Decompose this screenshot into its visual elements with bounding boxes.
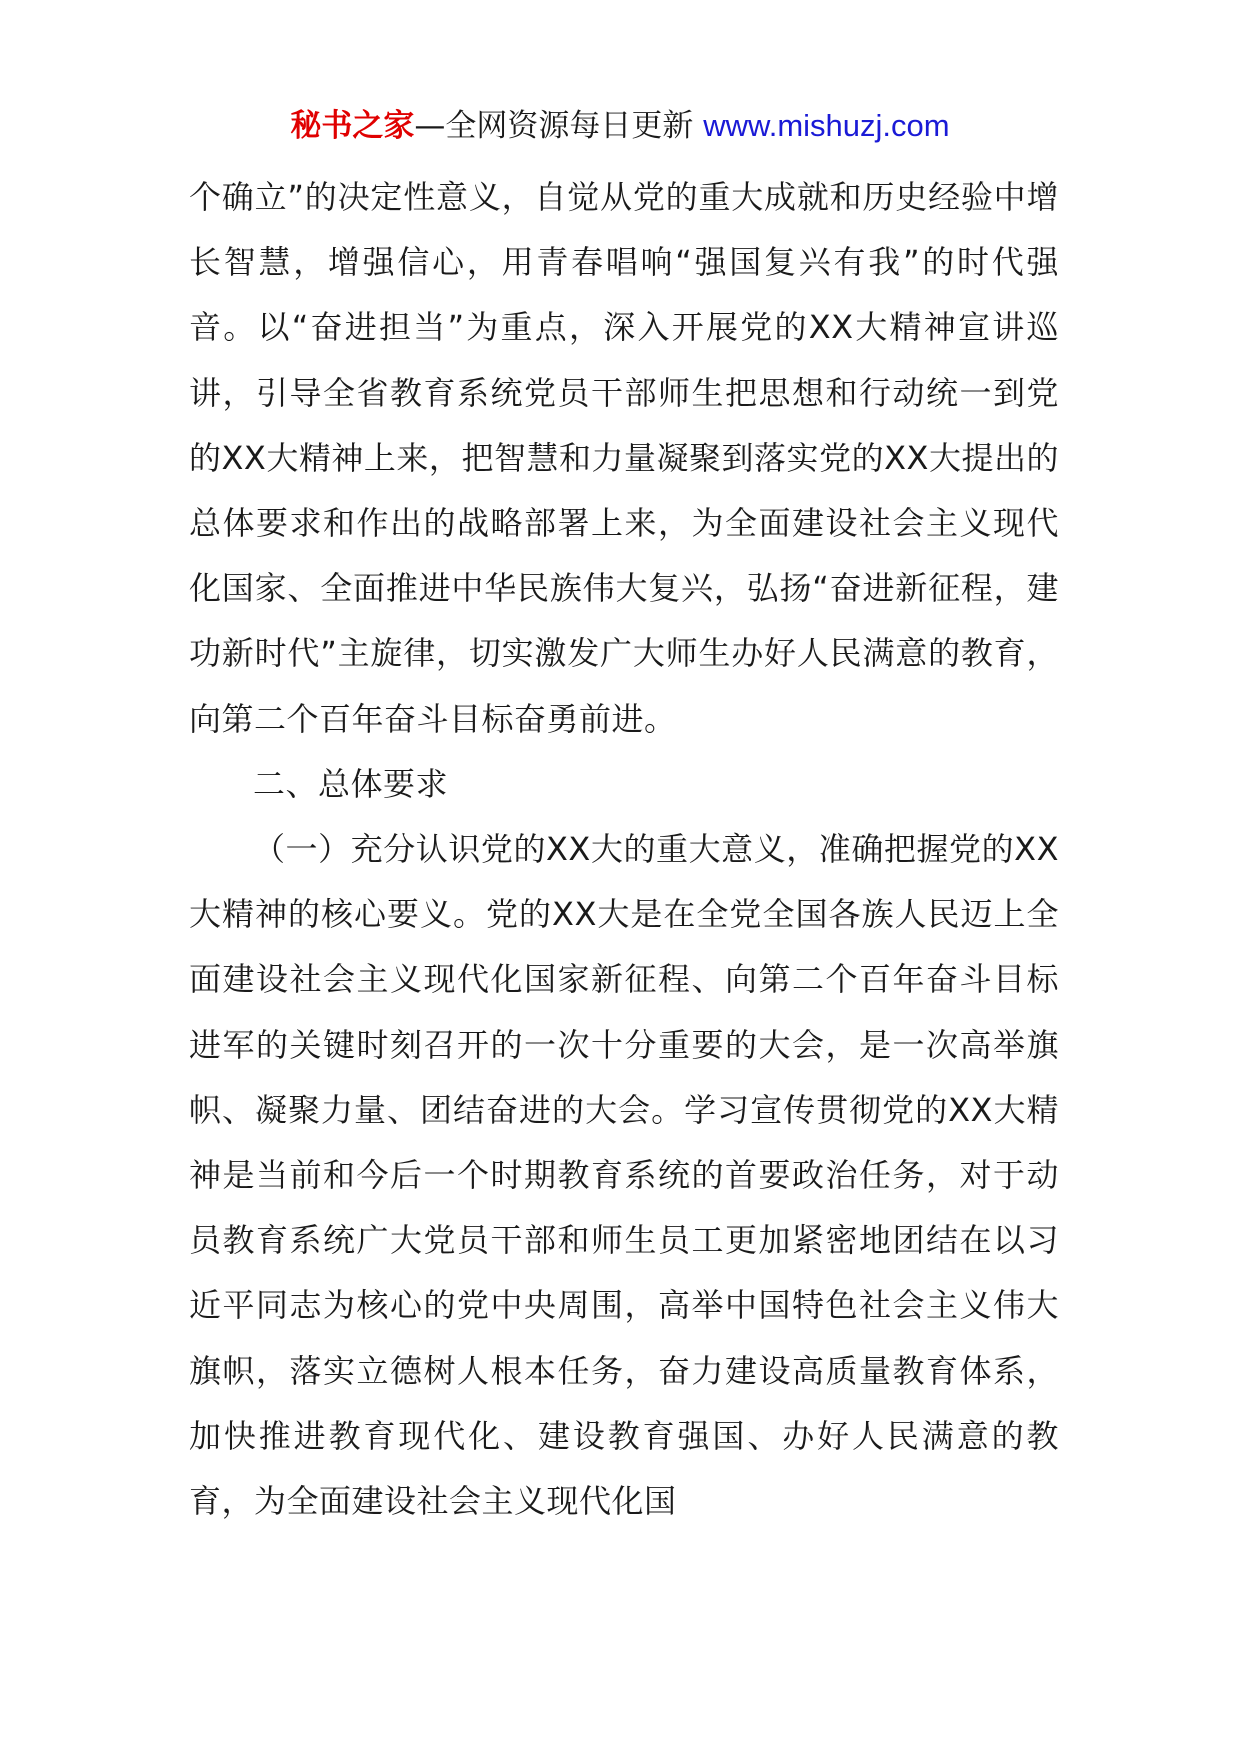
watermark-header: [0, 104, 1240, 148]
header-url-link[interactable]: www.mishuzj.com: [703, 108, 950, 143]
paragraph-item-one: （一）充分认识党的XX大的重大意义，准确把握党的XX大精神的核心要义。党的XX大是在全党全国各族人民迈上全面建设社会主义现代化国家新征程、向第二个百年奋斗目标进军的关键时刻召开的一次十分重要的大会，是一次高举旗帜、凝聚力量、团结奋进的大会。学习宣传贯彻党的XX大精神是当前和今后一个时期教育系统的首要政治任务，对于动员教育系统广大党员干部和师生员工更加紧密地团结在以习近平同志为核心的党中央周围，高举中国特色社会主义伟大旗帜，落实立德树人根本任务，奋力建设高质量教育体系，加快推进教育现代化、建设教育强国、办好人民满意的教育，为全面建设社会主义现代化国: [189, 830, 1059, 1521]
document-body: [189, 165, 1059, 1534]
header-brand: 秘书之家: [290, 108, 415, 144]
paragraph-continuation: 个确立”的决定性意义，自觉从党的重大成就和历史经验中增长智慧，增强信心，用青春唱响“强国复兴有我”的时代强音。以“奋进担当”为重点，深入开展党的XX大精神宣讲巡讲，引导全省教育系统党员干部师生把思想和行动统一到党的XX大精神上来，把智慧和力量凝聚到落实党的XX大提出的总体要求和作出的战略部署上来，为全面建设社会主义现代化国家、全面推进中华民族伟大复兴，弘扬“奋进新征程，建功新时代”主旋律，切实激发广大师生办好人民满意的教育，向第二个百年奋斗目标奋勇前进。: [189, 178, 1059, 738]
header-tagline: —全网资源每日更新: [414, 108, 694, 144]
section-heading: 二、总体要求: [253, 764, 449, 803]
